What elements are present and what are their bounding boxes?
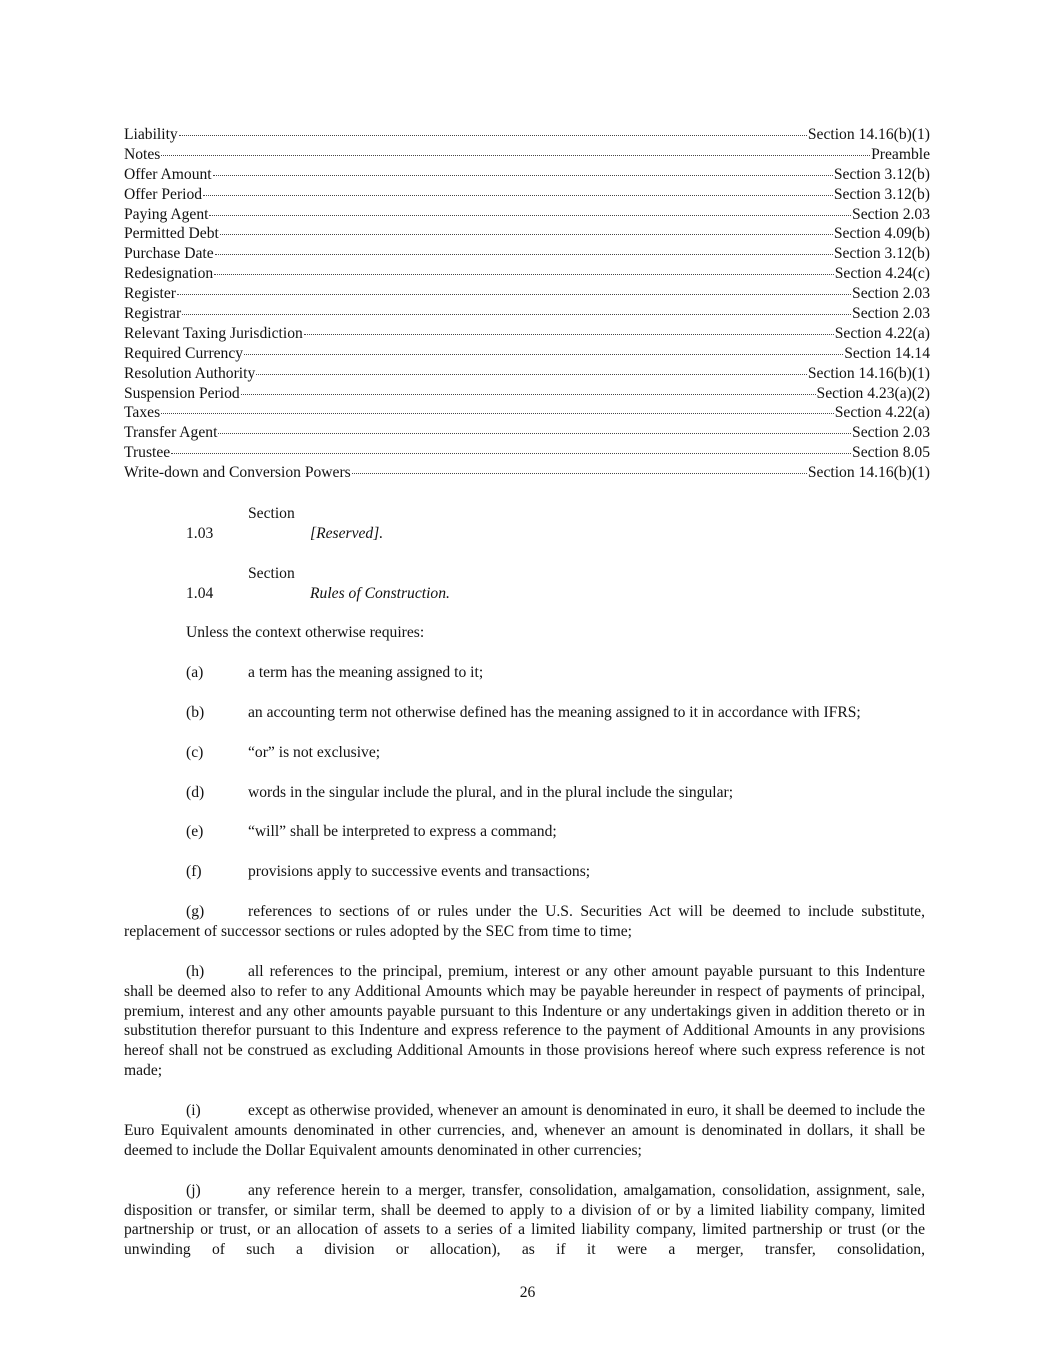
construction-item bbox=[124, 862, 925, 882]
dot-leader bbox=[352, 473, 807, 474]
construction-item bbox=[124, 902, 925, 942]
dot-leader bbox=[161, 155, 870, 156]
index-reference: Section 3.12(b) bbox=[833, 165, 930, 183]
dot-leader bbox=[179, 135, 807, 136]
index-entry bbox=[124, 205, 930, 225]
section-heading bbox=[124, 504, 925, 544]
index-term: Registrar bbox=[124, 305, 182, 323]
item-label: (d) bbox=[186, 783, 205, 801]
index-entry bbox=[124, 264, 930, 284]
index-reference: Section 4.09(b) bbox=[833, 225, 930, 243]
index-entry bbox=[124, 224, 930, 244]
index-entry bbox=[124, 284, 930, 304]
dot-leader bbox=[244, 354, 843, 355]
item-text: provisions apply to successive events and transactions; bbox=[248, 863, 591, 881]
index-term: Register bbox=[124, 285, 176, 303]
item-text: except as otherwise provided, whenever an amount is denominated in euro, it shall be deemed to include the Euro Equivalent amounts denominated in other currencies, and, whenever an amount is denominated in dollars, it shall be deemed to include the Dollar Equivalent amounts denominated in other currencies; bbox=[124, 1102, 925, 1159]
item-label: (a) bbox=[186, 664, 204, 682]
construction-item bbox=[124, 703, 925, 723]
construction-item bbox=[124, 962, 925, 1081]
dot-leader bbox=[177, 294, 851, 295]
item-label: (c) bbox=[186, 743, 204, 761]
index-entry bbox=[124, 185, 930, 205]
index-term: Suspension Period bbox=[124, 384, 240, 402]
dot-leader bbox=[209, 215, 851, 216]
index-reference: Section 2.03 bbox=[852, 205, 930, 223]
construction-item bbox=[124, 1181, 925, 1261]
section-title: [Reserved]. bbox=[310, 524, 384, 542]
item-label: (g) bbox=[186, 902, 205, 920]
item-text: references to sections of or rules under the U.S. Securities Act will be deemed to include substitute, replacement of successor sections or rules adopted by the SEC from time to time; bbox=[124, 902, 925, 940]
section-number: Section 1.04 bbox=[186, 564, 295, 602]
page-number: 26 bbox=[519, 1284, 536, 1301]
section-number: Section 1.03 bbox=[186, 505, 295, 542]
definitions-index bbox=[124, 125, 930, 483]
dot-leader bbox=[304, 334, 834, 335]
index-reference: Section 2.03 bbox=[852, 305, 930, 323]
item-text: a term has the meaning assigned to it; bbox=[248, 664, 484, 682]
index-term: Taxes bbox=[124, 404, 161, 422]
index-entry bbox=[124, 145, 930, 165]
intro-text: Unless the context otherwise requires: bbox=[186, 624, 425, 642]
index-term: Trustee bbox=[124, 444, 171, 462]
index-reference: Section 3.12(b) bbox=[833, 245, 930, 263]
dot-leader bbox=[161, 413, 834, 414]
index-reference: Section 4.23(a)(2) bbox=[816, 384, 930, 402]
item-label: (e) bbox=[186, 823, 204, 841]
construction-item bbox=[124, 1101, 925, 1161]
index-term: Offer Amount bbox=[124, 165, 212, 183]
index-entry bbox=[124, 384, 930, 404]
index-term: Permitted Debt bbox=[124, 225, 219, 243]
index-entry bbox=[124, 125, 930, 145]
index-term: Write-down and Conversion Powers bbox=[124, 464, 351, 482]
dot-leader bbox=[182, 314, 851, 315]
dot-leader bbox=[215, 254, 833, 255]
index-entry bbox=[124, 443, 930, 463]
section-title: Rules of Construction. bbox=[310, 584, 450, 602]
item-text: all references to the principal, premium, interest or any other amount payable pursuant to this Indenture shall be deemed also to refer to any Additional Amounts which may be payable hereunder in respect of payments of principal, premium, interest and any other amounts payable pursuant to this Indenture or any undertakings given in addition thereto or in substitution therefor pursuant to this Indenture and express reference to the payment of Additional Amounts in any provisions hereof shall not be construed as excluding Additional Amounts in those provisions hereof where such express reference is not made; bbox=[124, 962, 925, 1080]
index-entry bbox=[124, 344, 930, 364]
item-label: (b) bbox=[186, 704, 205, 721]
construction-item bbox=[124, 783, 925, 803]
item-text: any reference herein to a merger, transfer, consolidation, amalgamation, consolidation, assignment, sale, disposition or transfer, or similar term, shall be deemed to apply to a division of or by a limited liability company, limited partnership or trust, or an allocation of assets to a series of a limited liability company, limited partnership or trust (or the unwinding of such a division or allocation), as if it were a merger, transfer, consolidation, bbox=[124, 1181, 925, 1259]
construction-item bbox=[124, 663, 925, 683]
index-term: Required Currency bbox=[124, 344, 244, 362]
index-reference: Section 2.03 bbox=[852, 424, 930, 442]
item-label: (h) bbox=[186, 962, 205, 980]
index-reference: Section 14.16(b)(1) bbox=[807, 464, 930, 482]
index-reference: Section 4.24(c) bbox=[834, 265, 930, 283]
dot-leader bbox=[218, 433, 851, 434]
index-reference: Section 8.05 bbox=[852, 444, 930, 462]
index-reference: Section 14.16(b)(1) bbox=[807, 364, 930, 382]
index-entry bbox=[124, 324, 930, 344]
dot-leader bbox=[220, 234, 833, 235]
dot-leader bbox=[213, 175, 833, 176]
item-text: words in the singular include the plural, and in the plural include the singular; bbox=[248, 783, 734, 801]
index-entry bbox=[124, 165, 930, 185]
construction-item bbox=[124, 743, 925, 763]
index-term: Relevant Taxing Jurisdiction bbox=[124, 324, 303, 342]
index-entry bbox=[124, 463, 930, 483]
index-entry bbox=[124, 364, 930, 384]
dot-leader bbox=[203, 195, 833, 196]
index-entry bbox=[124, 423, 930, 443]
section-heading bbox=[124, 564, 925, 604]
index-term: Paying Agent bbox=[124, 205, 209, 223]
index-reference: Preamble bbox=[871, 145, 930, 163]
construction-item bbox=[124, 822, 925, 842]
dot-leader bbox=[256, 374, 807, 375]
item-text: an accounting term not otherwise defined has the meaning assigned to it in accordance with IFRS; bbox=[248, 704, 861, 721]
dot-leader bbox=[214, 274, 834, 275]
index-term: Transfer Agent bbox=[124, 424, 218, 442]
index-term: Purchase Date bbox=[124, 245, 214, 263]
index-reference: Section 2.03 bbox=[852, 285, 930, 303]
item-text: “will” shall be interpreted to express a command; bbox=[248, 823, 557, 841]
dot-leader bbox=[171, 453, 851, 454]
item-label: (f) bbox=[186, 863, 202, 881]
index-term: Notes bbox=[124, 145, 161, 163]
index-term: Resolution Authority bbox=[124, 364, 256, 382]
index-entry bbox=[124, 244, 930, 264]
index-reference: Section 14.14 bbox=[844, 344, 930, 362]
index-reference: Section 3.12(b) bbox=[833, 185, 930, 203]
index-reference: Section 14.16(b)(1) bbox=[807, 126, 930, 143]
index-term: Offer Period bbox=[124, 185, 203, 203]
index-term: Liability bbox=[124, 126, 178, 143]
document-body bbox=[124, 504, 925, 1280]
item-text: “or” is not exclusive; bbox=[248, 743, 381, 761]
index-entry bbox=[124, 403, 930, 423]
index-entry bbox=[124, 304, 930, 324]
item-label: (i) bbox=[186, 1102, 201, 1120]
index-term: Redesignation bbox=[124, 265, 214, 283]
index-reference: Section 4.22(a) bbox=[834, 324, 930, 342]
index-reference: Section 4.22(a) bbox=[834, 404, 930, 422]
item-label: (j) bbox=[186, 1181, 201, 1199]
dot-leader bbox=[241, 394, 816, 395]
